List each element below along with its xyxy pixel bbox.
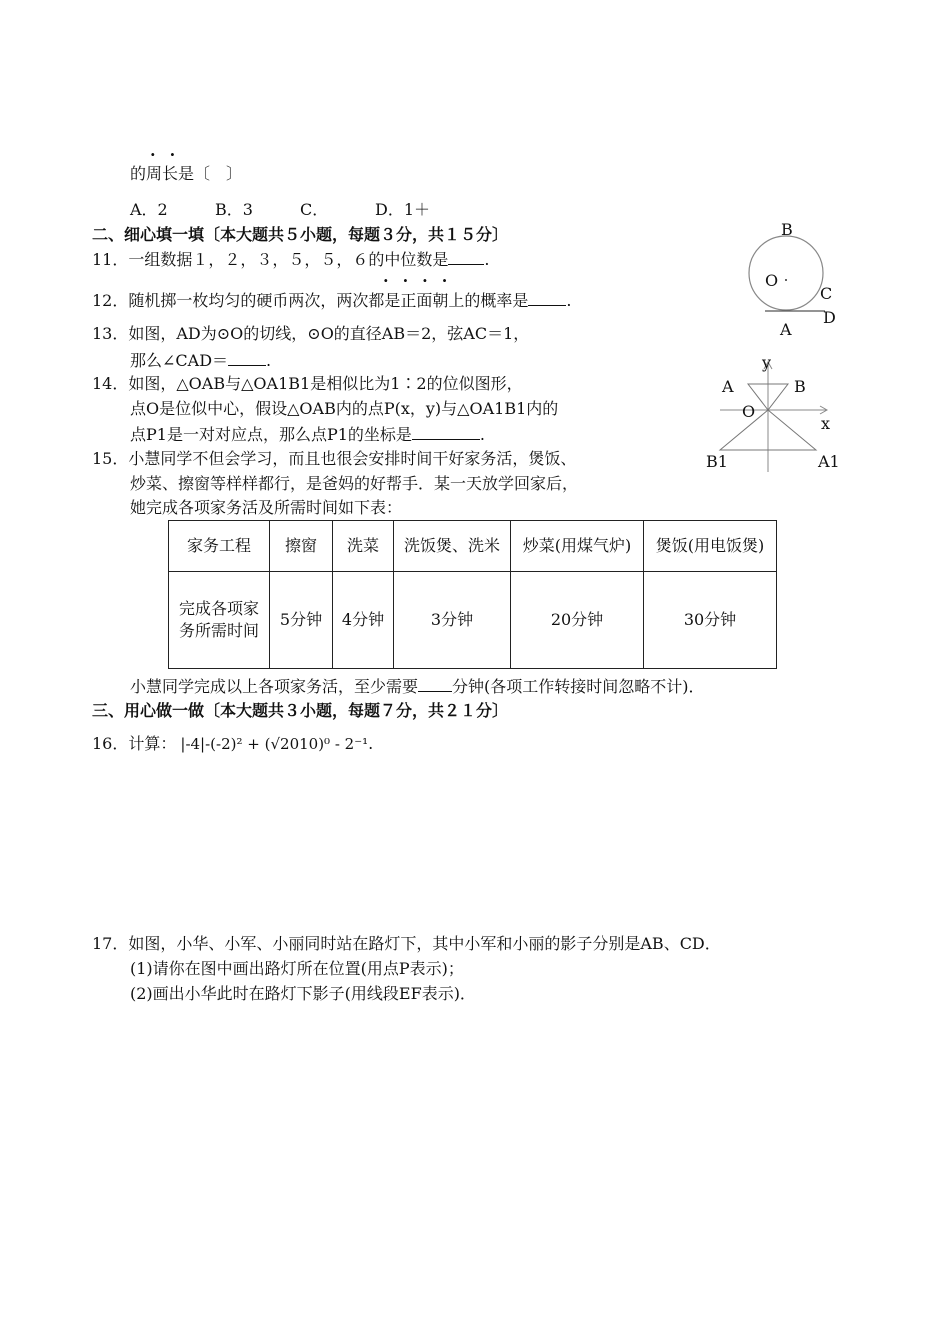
table-header-cell: 洗饭煲、洗米	[394, 521, 511, 572]
center-point	[785, 279, 787, 281]
q13-text-2: 那么∠CAD＝	[130, 351, 229, 370]
label-b: B	[781, 220, 793, 239]
q14-text: 如图，△OAB与△OA1B1是相似比为1∶2的位似图形，	[128, 374, 523, 393]
table-cell: 4分钟	[333, 572, 394, 669]
section2-heading: 二、细心填一填〔本大题共５小题，每题３分，共１５分〕	[92, 225, 509, 244]
q11-tail: .	[484, 250, 490, 269]
label-x: x	[821, 414, 831, 433]
q14-text-3: 点P1是一对对应点，那么点P1的坐标是	[130, 425, 412, 444]
q14-line3	[130, 423, 485, 446]
label-o: O	[742, 402, 756, 421]
label-b1: B1	[706, 452, 728, 471]
q15-line1	[92, 448, 576, 470]
label-d: D	[823, 308, 836, 327]
table-row	[169, 572, 777, 669]
q10-option-b: B．3	[215, 200, 253, 219]
emphasis-dots: ····	[383, 271, 462, 290]
label-o: O	[765, 271, 779, 290]
q15-text: 小慧同学不但会学习，而且也很会安排时间干好家务活，煲饭、	[128, 449, 577, 468]
q15-line2: 炒菜、擦窗等样样都行，是爸妈的好帮手．某一天放学回家后，	[130, 474, 579, 493]
label-c: C	[820, 284, 833, 303]
table-cell: 20分钟	[511, 572, 644, 669]
q16-formula: |-4|-(-2)² + (√2010)⁰ - 2⁻¹	[180, 735, 369, 753]
q13-tail: .	[266, 351, 272, 370]
table-header-row	[169, 521, 777, 572]
q12-answer-blank	[528, 289, 566, 306]
table-header-cell: 煲饭(用电饭煲)	[644, 521, 777, 572]
q12	[92, 289, 571, 312]
table-header-cell: 擦窗	[270, 521, 333, 572]
q16-number: 16．	[92, 734, 129, 753]
q11-text: 一组数据１，２，３，５，５，６的中位数是	[128, 250, 449, 269]
q14-answer-blank	[412, 423, 480, 440]
table-cell: 3分钟	[394, 572, 511, 669]
table-header-cell: 家务工程	[169, 521, 270, 572]
circle-o	[749, 236, 823, 310]
q17-line1	[92, 933, 721, 955]
table-header-cell: 洗菜	[333, 521, 394, 572]
q15-after-2: 分钟(各项工作转接时间忽略不计)．	[452, 677, 705, 696]
q13-answer-blank	[228, 349, 266, 366]
q17-line3: (2)画出小华此时在路灯下影子(用线段EF表示)．	[130, 984, 476, 1003]
homothety-figure	[700, 350, 850, 480]
q14-number: 14．	[92, 374, 129, 393]
label-y: y	[762, 353, 772, 372]
label-b: B	[794, 377, 806, 396]
q10-option-a: A．2	[130, 200, 168, 219]
q12-text: 随机掷一枚均匀的硬币两次，两次都是正面朝上的概率是	[128, 291, 529, 310]
q14-line2: 点O是位似中心，假设△OAB内的点P(x，y)与△OA1B1内的	[130, 399, 559, 418]
q11-number: 11．	[92, 250, 129, 269]
q15-after	[130, 675, 705, 698]
q13-line2	[130, 349, 271, 372]
q11-answer-blank	[448, 248, 484, 265]
q15-answer-blank	[418, 675, 452, 692]
q14-line1	[92, 373, 523, 395]
table-cell: 5分钟	[270, 572, 333, 669]
q10-option-d: D．1＋	[375, 200, 431, 219]
q12-number: 12．	[92, 291, 129, 310]
q13-text: 如图，AD为⊙O的切线，⊙O的直径AB＝2，弦AC＝1，	[128, 324, 530, 343]
label-a: A	[722, 377, 734, 396]
q14-tail: .	[479, 425, 485, 444]
table-row-label: 完成各项家务所需时间	[169, 572, 270, 669]
q17-text: 如图，小华、小军、小丽同时站在路灯下，其中小军和小丽的影子分别是AB、CD．	[128, 934, 721, 953]
q15-number: 15．	[92, 449, 129, 468]
q11	[92, 248, 489, 271]
label-a1: A1	[818, 452, 840, 471]
section3-heading: 三、用心做一做〔本大题共３小题，每题７分，共２１分〕	[92, 701, 509, 720]
table-header-cell: 炒菜(用煤气炉)	[511, 521, 644, 572]
q16-tail: .	[368, 734, 374, 753]
q16-text: 计算：	[128, 734, 177, 753]
q10-stem: 的周长是〔 〕	[130, 164, 243, 183]
q15-line3: 她完成各项家务活及所需时间如下表：	[130, 498, 403, 517]
q17-line2: (1)请你在图中画出路灯所在位置(用点P表示)；	[130, 959, 464, 978]
emphasis-dots: ··	[150, 145, 190, 164]
circle-tangent-figure	[735, 215, 855, 345]
q10-option-c: C．	[300, 200, 329, 219]
q12-tail: .	[566, 291, 572, 310]
table-cell: 30分钟	[644, 572, 777, 669]
q13-number: 13．	[92, 324, 129, 343]
q16	[92, 733, 373, 755]
q13-line1	[92, 323, 529, 345]
q17-number: 17．	[92, 934, 129, 953]
q15-after-1: 小慧同学完成以上各项家务活，至少需要	[130, 677, 419, 696]
label-a: A	[780, 320, 792, 339]
chores-table	[168, 520, 777, 669]
